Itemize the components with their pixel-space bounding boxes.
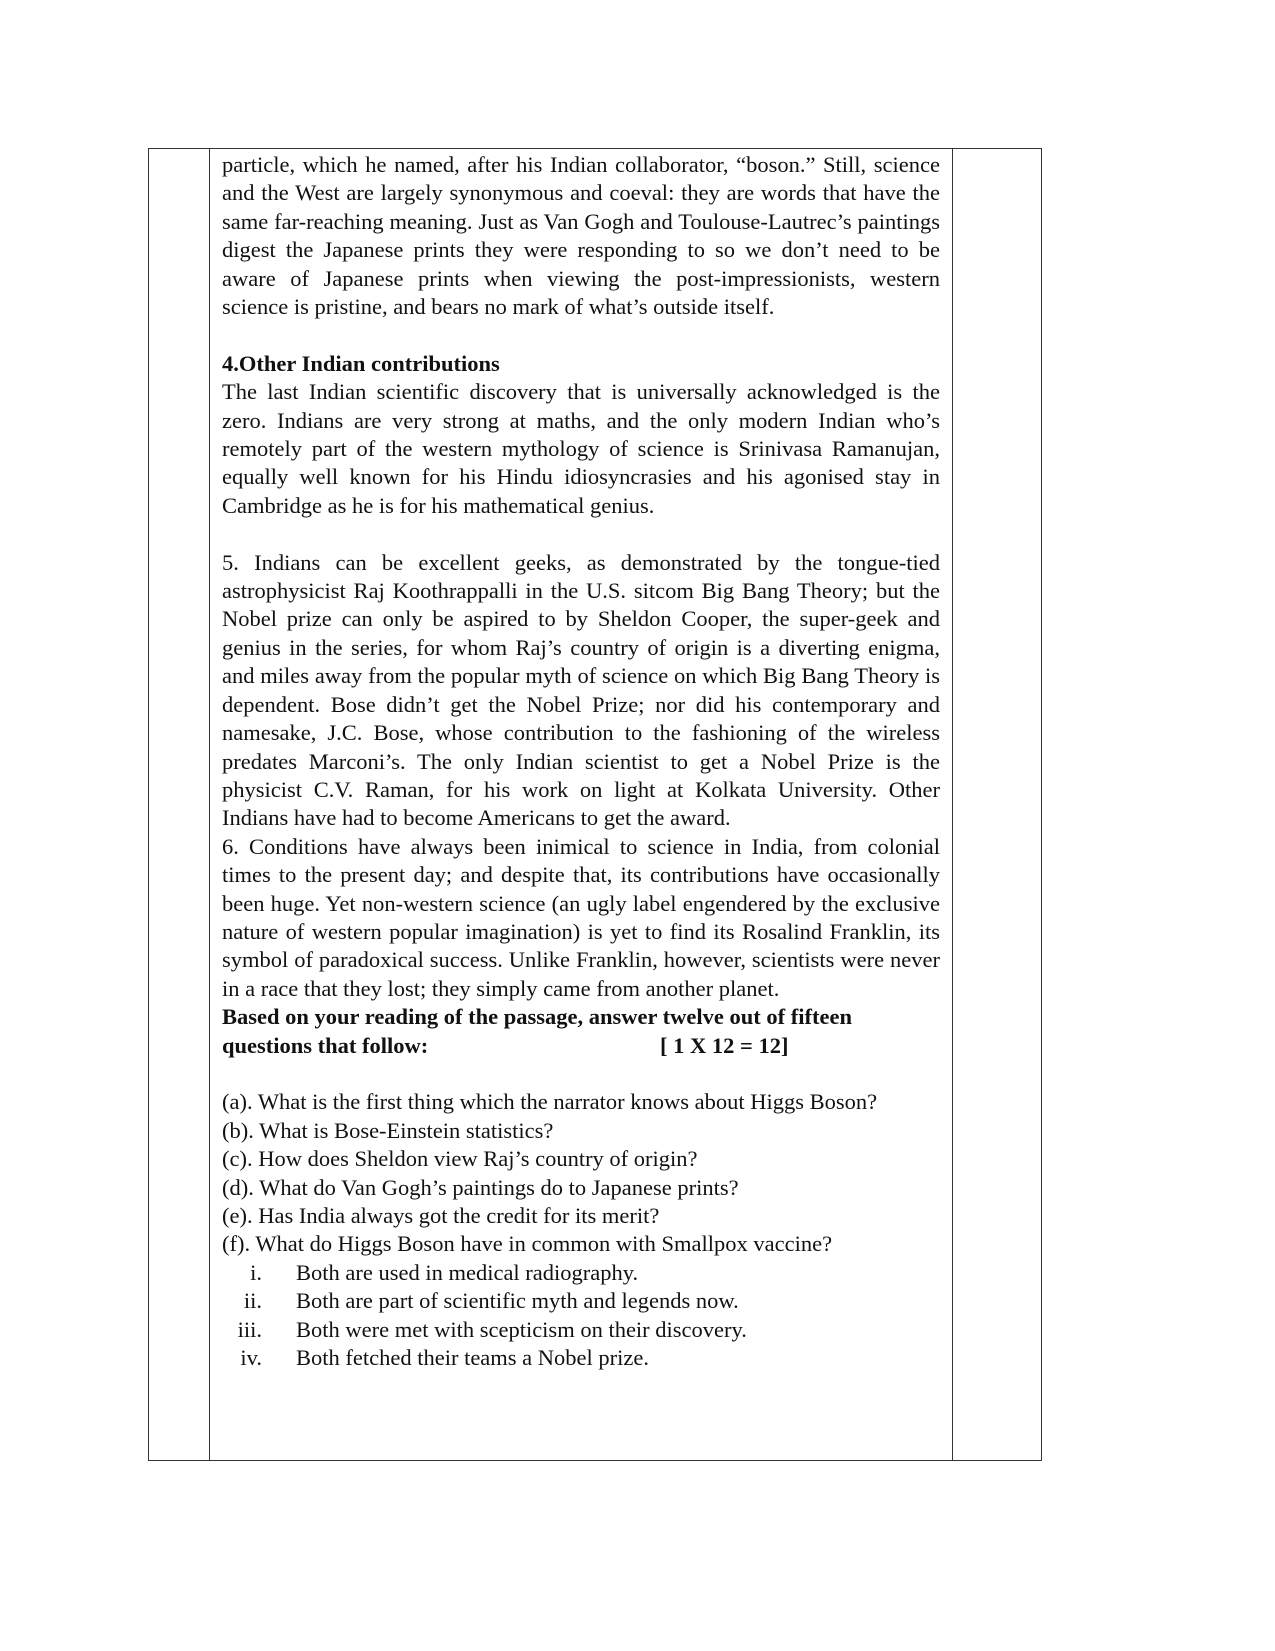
question-d: (d). What do Van Gogh’s paintings do to Japanese prints? [222,1174,739,1200]
option-text: Both fetched their teams a Nobel prize. [296,1345,649,1371]
passage-cell [222,151,940,1372]
option-number: iii. [237,1316,262,1342]
option-i [222,1259,940,1287]
spacer [222,321,940,349]
instruction-text: questions that follow: [222,1032,429,1058]
spacer [222,1060,940,1088]
option-number: iv. [240,1345,262,1371]
spacer [222,520,940,548]
option-text: Both were met with scepticism on their discovery. [296,1316,747,1342]
passage-paragraph-5: 5. Indians can be excellent geeks, as demonstrated by the tongue-tied astrophysicist Raj Koothrappalli in the U.S. sitcom Big Bang Theory; but the Nobel prize can only be aspired to by Sheldon Cooper, the super-geek and genius in the series, for whom Raj’s country of origin is a diverting enigma, and miles away from the popular myth of science on which Big Bang Theory is dependent. Bose didn’t get the Nobel Prize; nor did his contemporary and namesake, J.C. Bose, whose contribution to the fashioning of the wireless predates Marconi’s. The only Indian scientist to get a Nobel Prize is the physicist C.V. Raman, for his work on light at Kolkata University. Other Indians have had to become Americans to get the award. [222,549,940,831]
question-b: (b). What is Bose-Einstein statistics? [222,1117,554,1143]
option-iii [222,1316,940,1344]
option-number: ii. [243,1288,262,1314]
passage-paragraph-6: 6. Conditions have always been inimical to science in India, from colonial times to the present day; and despite that, its contributions have occasionally been huge. Yet non-western science (an ugly label engendered by the exclusive nature of western popular imagination) is yet to find its Rosalind Franklin, its symbol of paradoxical success. Unlike Franklin, however, scientists were never in a race that they lost; they simply came from another planet. [222,833,940,1001]
option-ii [222,1287,940,1315]
question-c: (c). How does Sheldon view Raj’s country of origin? [222,1146,698,1172]
option-text: Both are used in medical radiography. [296,1259,639,1285]
option-iv [222,1344,940,1372]
instruction-line-1: Based on your reading of the passage, answer twelve out of fifteen [222,1004,852,1030]
instruction-line-2 [222,1032,940,1060]
column-divider-left [209,149,210,1460]
question-a: (a). What is the first thing which the narrator knows about Higgs Boson? [222,1089,878,1115]
marks-label: [ 1 X 12 = 12] [660,1032,789,1058]
option-text: Both are part of scientific myth and legends now. [296,1288,739,1314]
passage-paragraph-continued: particle, which he named, after his Indian collaborator, “boson.” Still, science and the West are largely synonymous and coeval: they are words that have the same far-reaching meaning. Just as Van Gogh and Toulouse-Lautrec’s paintings digest the Japanese prints they were responding to so we don’t need to be aware of Japanese prints when viewing the post-impressionists, western science is pristine, and bears no mark of what’s outside itself. [222,152,940,320]
column-divider-right [952,149,953,1460]
question-f: (f). What do Higgs Boson have in common with Smallpox vaccine? [222,1231,833,1257]
question-e: (e). Has India always got the credit for its merit? [222,1202,660,1228]
passage-paragraph-4: The last Indian scientific discovery that is universally acknowledged is the zero. Indians are very strong at maths, and the only modern Indian who’s remotely part of the western mythology of science is Srinivasa Ramanujan, equally well known for his Hindu idiosyncrasies and his agonised stay in Cambridge as he is for his mathematical genius. [222,379,940,518]
section-heading: 4.Other Indian contributions [222,350,500,376]
option-number: i. [250,1259,262,1285]
